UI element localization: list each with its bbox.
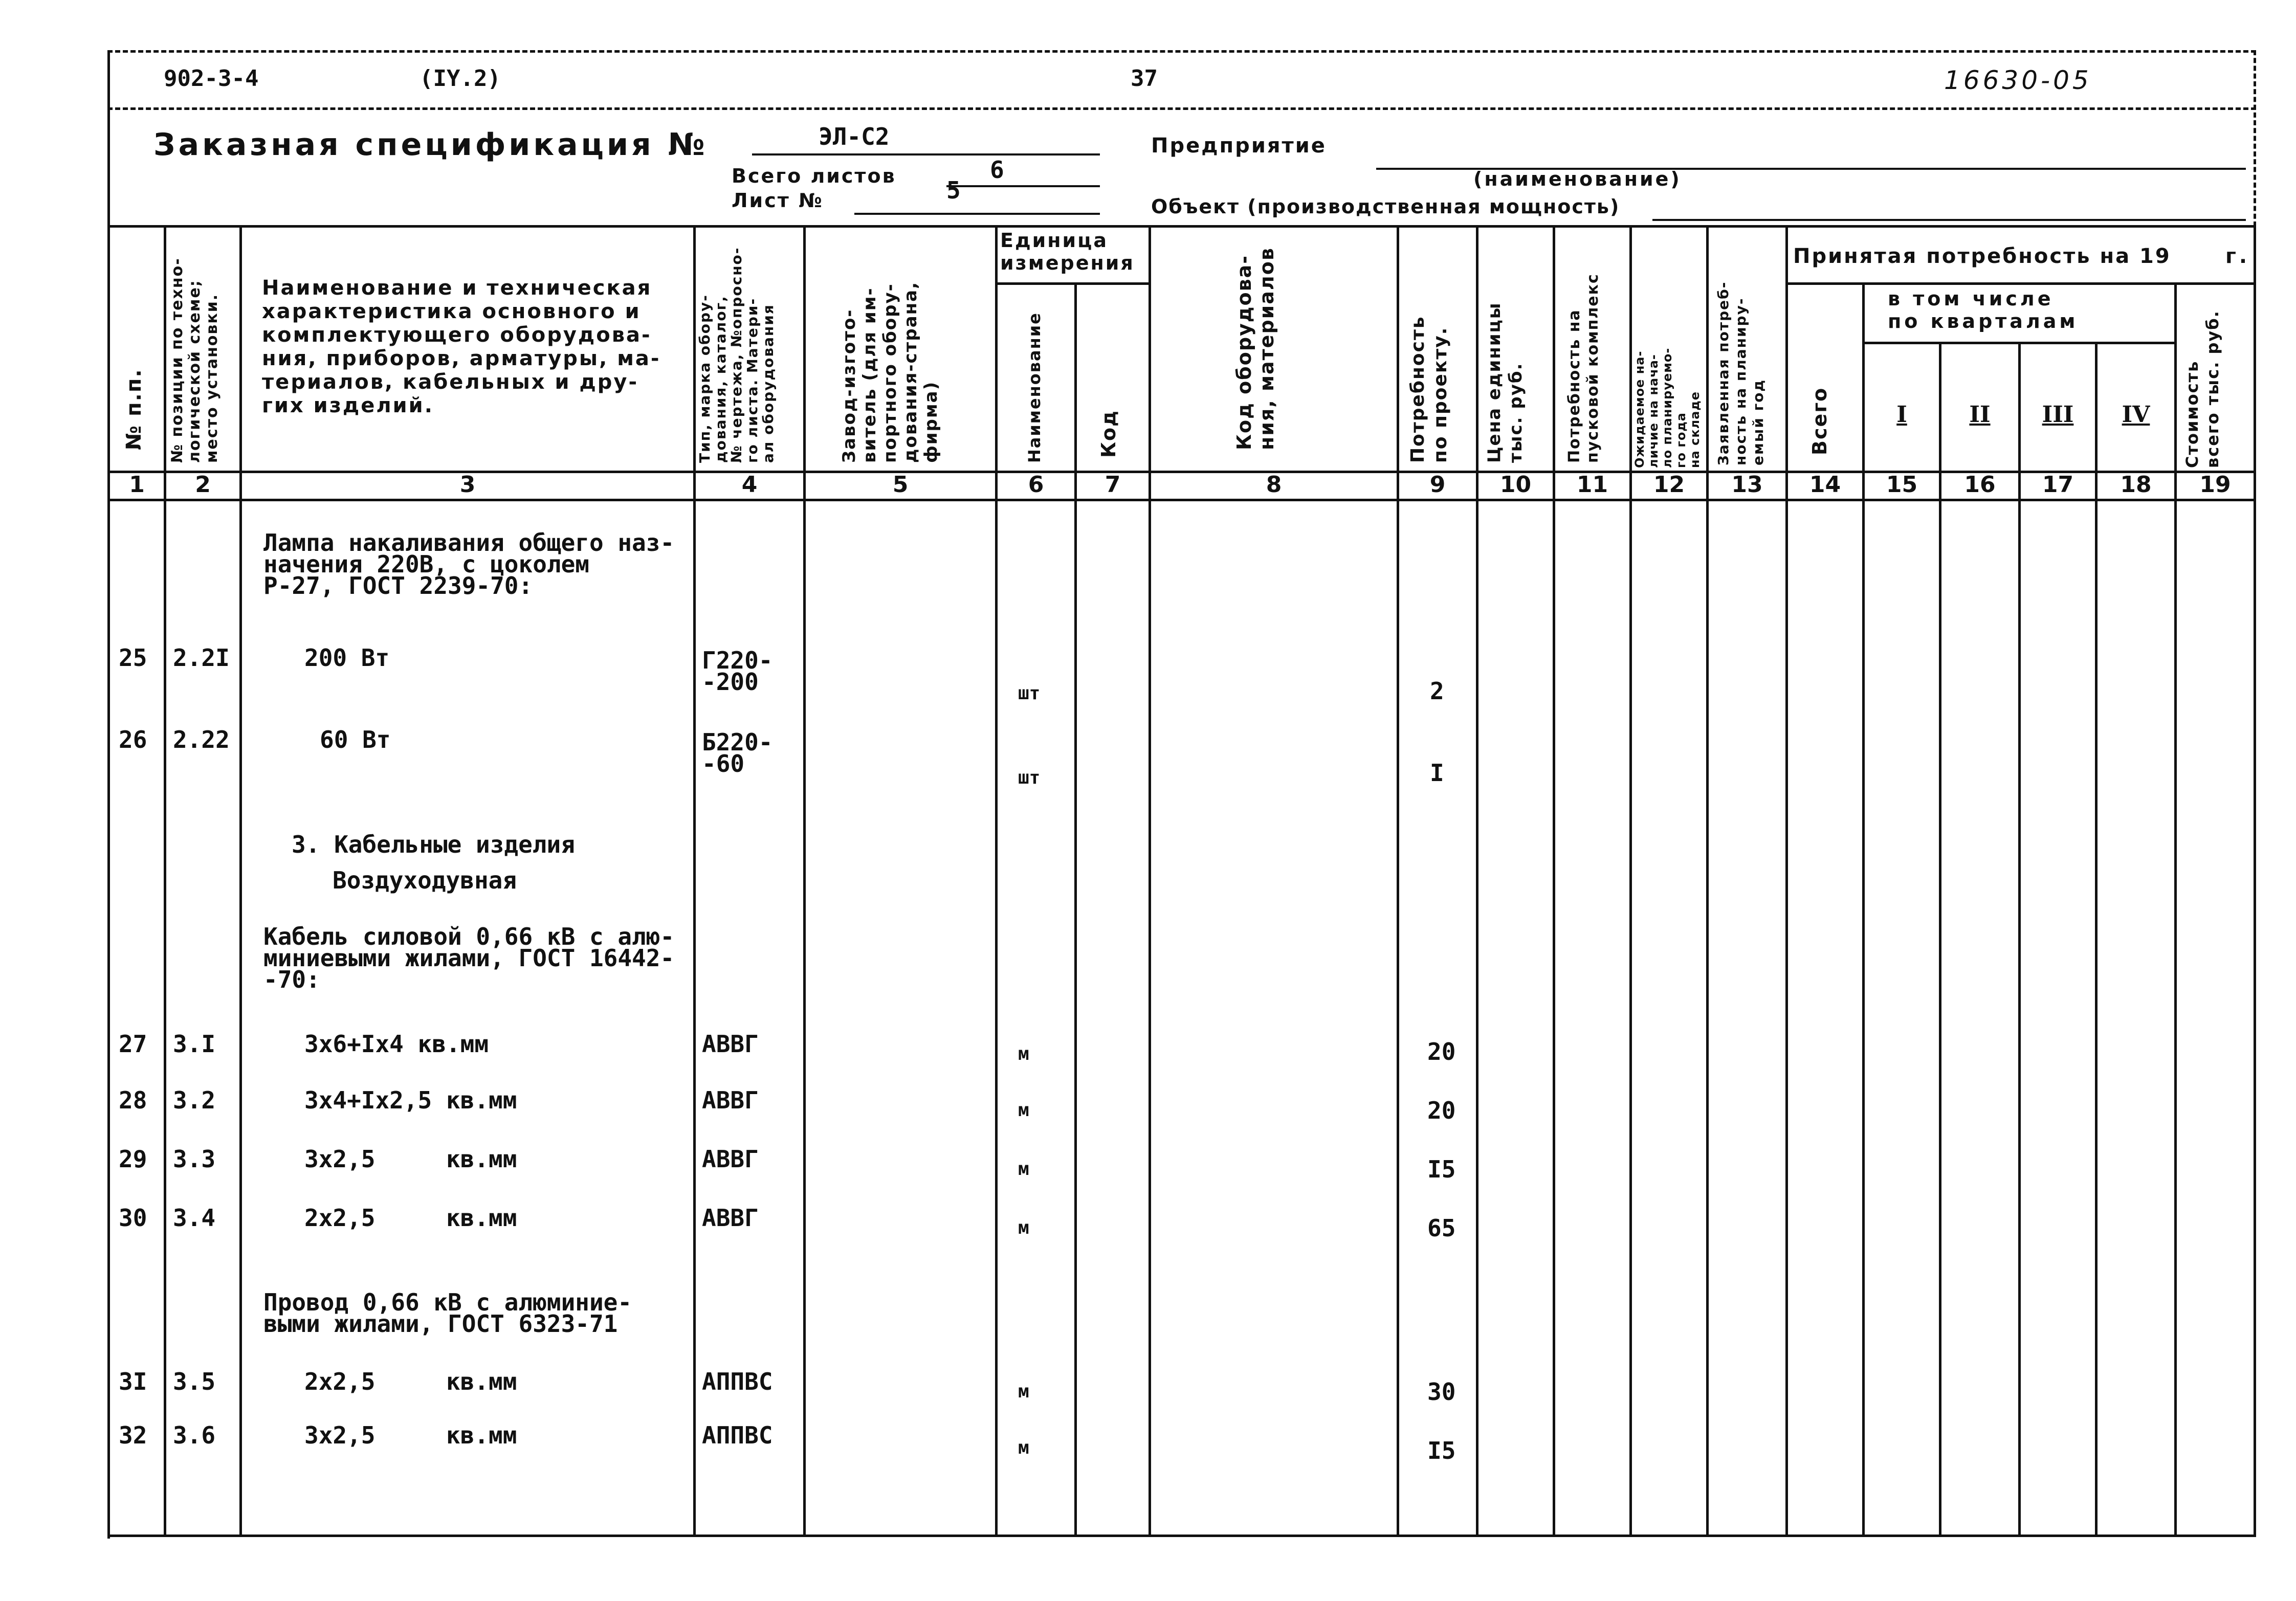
col-header-17: III [2042,402,2074,428]
col-sep-16 [2018,343,2021,1537]
row-name: 2х2,5 кв.мм [304,1368,517,1395]
colnum-13: 13 [1731,472,1763,498]
row-number: 3I [119,1368,147,1395]
spec-number-underline [752,153,1100,155]
col-header-11: Потребность на пусковой комплекс [1565,273,1602,463]
row-position: 2.2I [173,644,230,672]
col-sep-7 [1149,225,1151,1537]
row-unit: шт [1018,767,1041,788]
col-sep-17 [2095,343,2098,1537]
naming-hint: (наименование) [1473,168,1682,190]
colnum-9: 9 [1429,472,1446,498]
row-type: Г220- -200 [702,647,773,696]
col-sep-1 [164,225,166,1537]
colnum-8: 8 [1266,472,1282,498]
col-header-2: № позиции по техно- логической схеме; место установки. [168,257,221,463]
col-header-18: IV [2122,402,2150,428]
colnum-bottom-line [107,499,2256,501]
spec-number: ЭЛ-С2 [819,123,890,150]
col-header-3: Наименование и техническая характеристика основного и комплектующего оборудова- ния, приборов, арматуры, ма- териалов, кабельных и дру- гих изделий. [262,276,661,417]
object-label: Объект (производственная мощность) [1151,195,1620,218]
col-header-15: I [1896,402,1907,428]
row-type: АВВГ [702,1030,759,1058]
row-name: 3х2,5 кв.мм [304,1421,517,1449]
page-number: 37 [1131,65,1158,92]
album-code: (IY.2) [420,65,501,92]
colnum-15: 15 [1886,472,1918,498]
row-unit: м [1018,1159,1029,1180]
col-header-6: Наименование [1025,312,1044,463]
row-unit: м [1018,1437,1029,1458]
row-number: 32 [119,1421,147,1449]
col-sep-10 [1553,225,1555,1537]
total-sheets-label: Всего листов [732,165,896,187]
row-type: АВВГ [702,1086,759,1114]
col-sep-2 [239,225,242,1537]
row-name: 3х6+Iх4 кв.мм [304,1030,489,1058]
row-qty: 20 [1427,1038,1456,1065]
row-name: 200 Вт [304,644,390,672]
colnum-19: 19 [2199,472,2231,498]
row-name: 2х2,5 кв.мм [304,1204,517,1232]
row-name: 3х4+Iх2,5 кв.мм [304,1086,517,1114]
row-qty: I5 [1427,1155,1456,1183]
stamp-divider [107,107,2256,110]
col-header-19: Стоимость всего тыс. руб. [2182,310,2222,468]
row-position: 3.5 [173,1368,216,1395]
row-position: 3.3 [173,1145,216,1173]
col-sep-3 [693,225,696,1537]
cable-intro: Кабель силовой 0,66 кВ с алю- миниевыми жилами, ГОСТ 16442- -70: [263,923,675,993]
row-qty: 30 [1427,1378,1456,1406]
right-border-top [2254,50,2256,227]
row-unit: м [1018,1043,1029,1064]
col-header-5: Завод-изгото- витель (для им- портного обору- дования-страна, фирма) [839,281,941,463]
col-sep-9 [1476,225,1478,1537]
row-name: 3х2,5 кв.мм [304,1145,517,1173]
total-sheets-underline [946,185,1100,187]
col-header-12: Ожидаемое на- личие на нача- ло планируемо- го года на складе [1632,347,1702,468]
wire-intro: Провод 0,66 кВ с алюминие- выми жилами, ГОСТ 6323-71 [263,1288,632,1338]
row-position: 2.22 [173,726,230,753]
colnum-16: 16 [1964,472,1996,498]
row-number: 25 [119,644,147,672]
row-position: 3.I [173,1030,216,1058]
col-header-13: Заявленная потреб- ность на планиру- емый год [1715,281,1767,465]
section3-subtitle: Воздуходувная [333,866,517,894]
object-underline [1652,219,2246,221]
colnum-12: 12 [1653,472,1685,498]
quarters-label: в том числе по кварталам [1888,287,2079,332]
row-type: АВВГ [702,1145,759,1173]
lamp-intro: Лампа накаливания общего наз- начения 220В, с цоколем Р-27, ГОСТ 2239-70: [263,529,675,599]
accepted-need-year-suffix: г. [2225,244,2250,268]
row-unit: м [1018,1381,1029,1402]
col-header-7: Код [1097,410,1120,458]
col-header-14: Всего [1808,387,1831,455]
col-header-6-7: Единица измерения [1000,229,1135,274]
col-header-4: Тип, марка обору- дования, каталог, № чертежа, №опросно- го листа. Матери- ал оборудования [696,247,777,463]
colnum-17: 17 [2042,472,2074,498]
col-sep-12 [1706,225,1709,1537]
col-header-16: II [1969,402,1991,428]
table-bottom-line [107,1535,2256,1537]
col-sep-11 [1629,225,1632,1537]
top-border [107,50,2256,53]
col-sep-8 [1397,225,1399,1537]
row-qty: I5 [1427,1437,1456,1464]
right-border [2254,225,2256,1537]
colnum-4: 4 [741,472,758,498]
col-sep-13 [1785,225,1788,1537]
sheet-label: Лист № [732,189,824,212]
row-unit: м [1018,1100,1029,1121]
row-qty: I [1430,759,1444,787]
row-type: АППВС [702,1421,773,1449]
accepted-sub-line [1785,282,2256,285]
row-number: 27 [119,1030,147,1058]
colnum-10: 10 [1499,472,1532,498]
col-sep-15 [1939,343,1941,1537]
col-header-9: Потребность по проекту. [1407,316,1451,463]
sheet-number-value: 5 [946,176,961,204]
sheet-number-underline [854,213,1100,215]
colnum-14: 14 [1809,472,1841,498]
row-name: 60 Вт [320,726,391,753]
col-sep-4 [803,225,806,1537]
enterprise-label: Предприятие [1151,134,1327,158]
form-title: Заказная спецификация № [153,127,708,163]
row-position: 3.2 [173,1086,216,1114]
row-qty: 20 [1427,1097,1456,1124]
col-sep-5 [995,225,998,1537]
colnum-3: 3 [459,472,476,498]
doc-number: 16630-05 [1944,65,2092,95]
unit-sub-line [995,282,1149,285]
row-type: АППВС [702,1368,773,1395]
col-header-1: № п.п. [122,368,146,450]
row-type: Б220- -60 [702,728,773,777]
total-sheets-value: 6 [990,156,1004,184]
row-unit: шт [1018,683,1041,704]
colnum-18: 18 [2120,472,2152,498]
col-header-10: Цена единицы тыс. руб. [1484,302,1526,463]
row-number: 30 [119,1204,147,1232]
row-number: 26 [119,726,147,753]
colnum-7: 7 [1105,472,1121,498]
header-top-line [107,225,2256,228]
colnum-11: 11 [1576,472,1608,498]
row-number: 29 [119,1145,147,1173]
row-unit: м [1018,1217,1029,1238]
row-number: 28 [119,1086,147,1114]
section3-title: 3. Кабельные изделия [292,831,575,858]
col-header-8: Код оборудова- ния, материалов [1233,247,1278,450]
row-qty: 65 [1427,1214,1456,1242]
row-position: 3.6 [173,1421,216,1449]
colnum-1: 1 [129,472,145,498]
row-qty: 2 [1430,677,1444,705]
row-position: 3.4 [173,1204,216,1232]
accepted-need-label: Принятая потребность на 19 [1793,244,2171,268]
project-code: 902-3-4 [164,65,259,92]
colnum-6: 6 [1028,472,1044,498]
colnum-5: 5 [892,472,909,498]
quarters-sub-line [1862,342,2174,344]
row-type: АВВГ [702,1204,759,1232]
left-border [107,50,110,1539]
colnum-2: 2 [195,472,211,498]
